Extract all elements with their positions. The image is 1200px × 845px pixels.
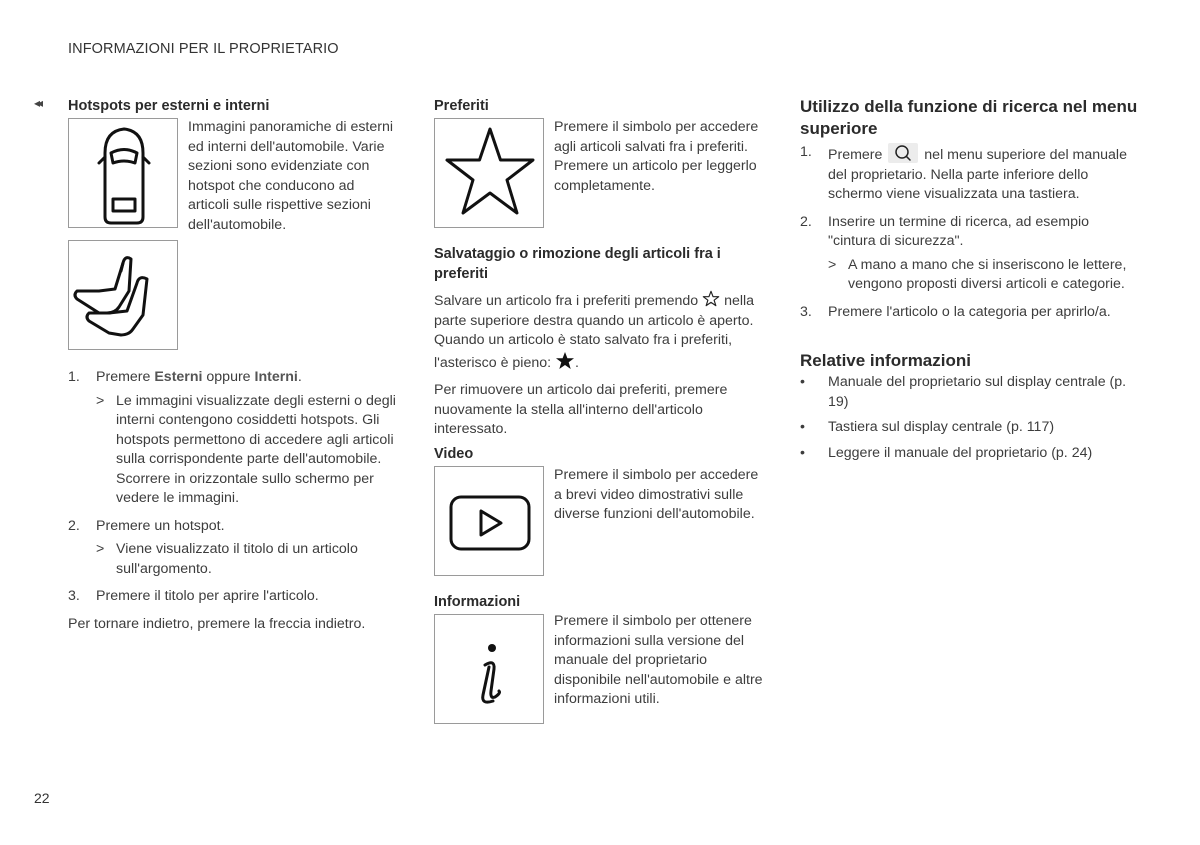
back-arrow-icon: ◂◂: [34, 96, 41, 110]
save-text-a: Salvare un articolo fra i preferiti premendo: [434, 293, 703, 309]
video-text: Premere il simbolo per accedere a brevi video dimostrativi sulle diverse funzioni dell'automobile.: [554, 467, 759, 522]
favorites-text: Premere il simbolo per accedere agli articoli salvati fra i preferiti. Premere un articolo per leggerlo completamente.: [554, 119, 759, 194]
search-step-2: [800, 213, 1140, 252]
bullet: •: [800, 419, 805, 435]
step-text: Premere un hotspot.: [96, 517, 225, 534]
save-favorites-heading: Salvataggio o rimozione degli articoli fra i preferiti: [434, 246, 721, 282]
search-button[interactable]: [888, 143, 918, 163]
seats-icon: [69, 241, 179, 351]
step-text: .: [297, 369, 302, 385]
video-play-icon: [435, 467, 545, 577]
save-paragraph: [434, 290, 766, 373]
related-link[interactable]: [800, 418, 1140, 438]
step-number: 3.: [68, 588, 80, 604]
col3-steps: [800, 143, 1140, 322]
step-number: 1.: [800, 144, 812, 160]
step-1: [68, 368, 398, 388]
search-step-1: [800, 143, 1140, 205]
step-number: 2.: [800, 213, 812, 230]
save-text-b: nella parte superiore destra quando un articolo è aperto. Quando un articolo è stato salvato fra i preferiti, l'asterisco è pieno:: [434, 293, 755, 371]
result-marker: >: [96, 392, 105, 409]
result-text: Le immagini visualizzate degli esterni o degli interni contengono cosiddetti hotspots. Gli hotspots permettono di accedere agli articoli sulla corrispondente parte dell'automobile. Scorrere in orizzontale sullo schermo per vedere le immagini.: [116, 392, 396, 506]
step-number: 3.: [800, 303, 812, 320]
esterni-label: Esterni: [154, 369, 203, 385]
result-text: A mano a mano che si inseriscono le lettere, vengono proposti diversi articoli e categorie.: [848, 256, 1127, 292]
step-text: oppure: [202, 369, 255, 385]
bullet: •: [800, 374, 805, 390]
car-top-view-image: [68, 118, 178, 228]
video-heading: Video: [434, 446, 474, 462]
step-number: 2.: [68, 517, 80, 534]
back-instruction: Per tornare indietro, premere la freccia indietro.: [68, 615, 366, 632]
star-icon: [435, 119, 545, 229]
col1-steps: [68, 368, 398, 634]
step-number: 1.: [68, 369, 80, 385]
page-header: INFORMAZIONI PER IL PROPRIETARIO: [68, 41, 339, 57]
favorites-image: [434, 118, 544, 228]
step-2: [68, 517, 398, 537]
bullet: •: [800, 444, 805, 461]
step-2-result: [68, 540, 398, 579]
step-text: Inserire un termine di ricerca, ad esempio "cintura di sicurezza".: [828, 213, 1090, 249]
search-icon: [888, 143, 918, 163]
hotspots-heading: Hotspots per esterni e interni: [68, 98, 270, 114]
save-favorites-body: [434, 290, 766, 440]
search-heading: Utilizzo della funzione di ricerca nel menu superiore: [800, 97, 1138, 138]
star-filled-icon: [555, 351, 575, 370]
hotspots-intro: Immagini panoramiche di esterni ed interni dell'automobile. Varie sezioni sono evidenziate con hotspot che conducono ad articoli sulle rispettive sezioni dell'automobile.: [188, 119, 394, 233]
seats-image: [68, 240, 178, 350]
search-step-3: [800, 303, 1140, 323]
favorites-heading: Preferiti: [434, 98, 489, 114]
result-marker: >: [96, 541, 105, 557]
related-link-text[interactable]: Manuale del proprietario sul display centrale (p. 19): [828, 374, 1127, 410]
star-outline-icon: [702, 290, 720, 307]
related-link[interactable]: [800, 444, 1140, 464]
info-text: Premere il simbolo per ottenere informazioni sulla versione del manuale del proprietario disponibile nell'automobile e altre informazioni utili.: [554, 613, 763, 707]
step-text: Premere: [828, 147, 887, 163]
page-number: 22: [34, 790, 50, 806]
result-marker: >: [828, 256, 837, 273]
step-1-result: [68, 392, 398, 509]
step-text: Premere l'articolo o la categoria per aprirlo/a.: [828, 303, 1111, 320]
step-text: nel menu superiore del manuale del proprietario. Nella parte inferiore dello schermo viene visualizzata una tastiera.: [828, 147, 1127, 202]
related-heading: Relative informazioni: [800, 351, 971, 370]
related-link-text[interactable]: Tastiera sul display centrale (p. 117): [828, 419, 1055, 435]
step-text: Premere il titolo per aprire l'articolo.: [96, 588, 319, 604]
save-text-c: .: [575, 354, 579, 371]
search-step-2-result: [800, 256, 1140, 295]
info-heading: Informazioni: [434, 594, 521, 610]
info-icon: [435, 615, 545, 725]
car-top-view-icon: [69, 119, 179, 229]
related-list: [800, 373, 1140, 463]
related-link[interactable]: [800, 373, 1140, 412]
step-text: Premere: [96, 369, 155, 385]
info-image: [434, 614, 544, 724]
remove-paragraph: Per rimuovere un articolo dai preferiti, premere nuovamente la stella all'interno dell'articolo interessato.: [434, 382, 728, 437]
related-link-text[interactable]: Leggere il manuale del proprietario (p. 24): [828, 444, 1093, 461]
interni-label: Interni: [254, 369, 298, 385]
result-text: Viene visualizzato il titolo di un articolo sull'argomento.: [116, 541, 358, 577]
video-image: [434, 466, 544, 576]
step-3: [68, 587, 398, 607]
